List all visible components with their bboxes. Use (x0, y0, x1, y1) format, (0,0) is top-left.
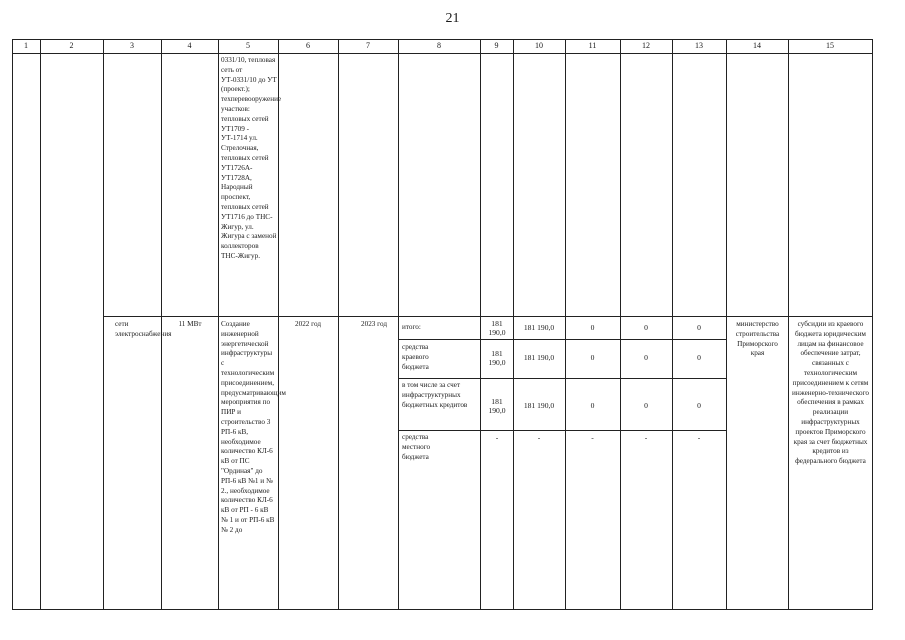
funding-purpose: субсидии из краевого бюджета юридическим лицам на финансовое обеспечение затрат, связанных с технологическим присоединением к сетям инженерно-технического обеспечения в рамках реализации инфраструктурных проектов Приморского края за счет бюджетных кредитов из федерального бюджета (792, 320, 869, 466)
row-value-col11: 0 (590, 323, 595, 332)
start-year: 2022 год (295, 320, 321, 328)
row-value-col11: 0 (590, 353, 595, 362)
upper-object-description: 0331/10, тепловая сеть от УТ-0331/10 до УТ (проект.); техперевооружение участков: тепловых сетей УТ1709 - УТ-1714 ул. Стрелочная, тепловых сетей УТ1726А-УТ1728А, Народный проспект, тепловых сетей УТ1716 до ТНС-Жигур, ул. Жигура с заменой коллекторов ТНС-Жигур. (221, 56, 282, 260)
object-type: сети электроснабжения (115, 320, 172, 338)
col-border (218, 39, 219, 610)
row-value-col11: - (591, 433, 594, 442)
row-value-col10: 181 190,0 (523, 401, 555, 410)
row-value-col9: - (495, 433, 499, 442)
col-border (103, 39, 104, 610)
funding-source-label: средства краевого бюджета (402, 343, 429, 371)
column-number: 15 (826, 41, 834, 50)
row-value-col12: 0 (644, 401, 648, 410)
row-value-col9: 181 190,0 (488, 397, 506, 416)
object-capacity: 11 МВт (178, 320, 202, 328)
end-year: 2023 год (361, 320, 387, 328)
row-value-col13: 0 (697, 401, 701, 410)
row-value-col12: - (644, 433, 648, 442)
row-separator (398, 378, 726, 379)
column-number: 12 (642, 41, 650, 50)
col-border (161, 39, 162, 610)
row-value-col12: 0 (644, 353, 648, 362)
column-number: 7 (366, 41, 370, 50)
row-value-col9: 181 190,0 (488, 349, 506, 368)
row-value-col13: - (697, 433, 701, 442)
header-bottom-border (12, 53, 873, 54)
row-value-col9: 181 190,0 (488, 319, 506, 338)
object-description: Создание инженерной энергетической инфраструктуры с технологическим присоединением, предусматривающим мероприятия по ПИР и строительство 3 РП-6 кВ, необходимое количество КЛ-6 кВ от ПС "Ординая" до РП-6 кВ №1 и № 2., необходимое количество КЛ-6 кВ от РП - 6 кВ № 1 и от РП-6 кВ № 2 до (221, 320, 286, 534)
col-border (726, 39, 727, 610)
column-number: 3 (130, 41, 134, 50)
column-number: 13 (695, 41, 703, 50)
funding-source-label: итого: (402, 323, 421, 331)
column-number: 4 (187, 41, 192, 50)
column-number: 5 (246, 41, 250, 50)
column-number: 2 (69, 41, 74, 50)
responsible-executor: министерство строительства Приморского края (735, 320, 780, 358)
row-separator (398, 430, 726, 431)
funding-source-label: средства местного бюджета (402, 433, 431, 461)
col-border (338, 39, 339, 610)
col-border (480, 39, 481, 610)
column-number: 14 (753, 41, 761, 50)
block-separator (103, 316, 873, 317)
row-value-col10: 181 190,0 (523, 323, 555, 332)
column-number: 8 (437, 41, 441, 50)
row-value-col11: 0 (590, 401, 595, 410)
row-value-col13: 0 (697, 353, 701, 362)
col-border (788, 39, 789, 610)
row-value-col13: 0 (697, 323, 701, 332)
funding-source-label: в том числе за счет инфраструктурных бюджетных кредитов (402, 381, 468, 409)
col-border (278, 39, 279, 610)
row-value-col12: 0 (644, 323, 648, 332)
column-number: 6 (306, 41, 310, 50)
column-number: 1 (24, 41, 28, 50)
table-bottom-border (12, 609, 873, 610)
row-value-col10: - (537, 433, 541, 442)
col-border (40, 39, 41, 610)
program-table (12, 39, 873, 610)
page-number: 21 (445, 11, 460, 26)
column-number: 9 (494, 41, 499, 50)
row-separator (398, 339, 726, 340)
column-number: 10 (535, 41, 543, 50)
col-border (872, 39, 873, 610)
col-border (12, 39, 13, 610)
column-number: 11 (588, 41, 597, 50)
col-border (398, 39, 399, 610)
row-value-col10: 181 190,0 (523, 353, 555, 362)
